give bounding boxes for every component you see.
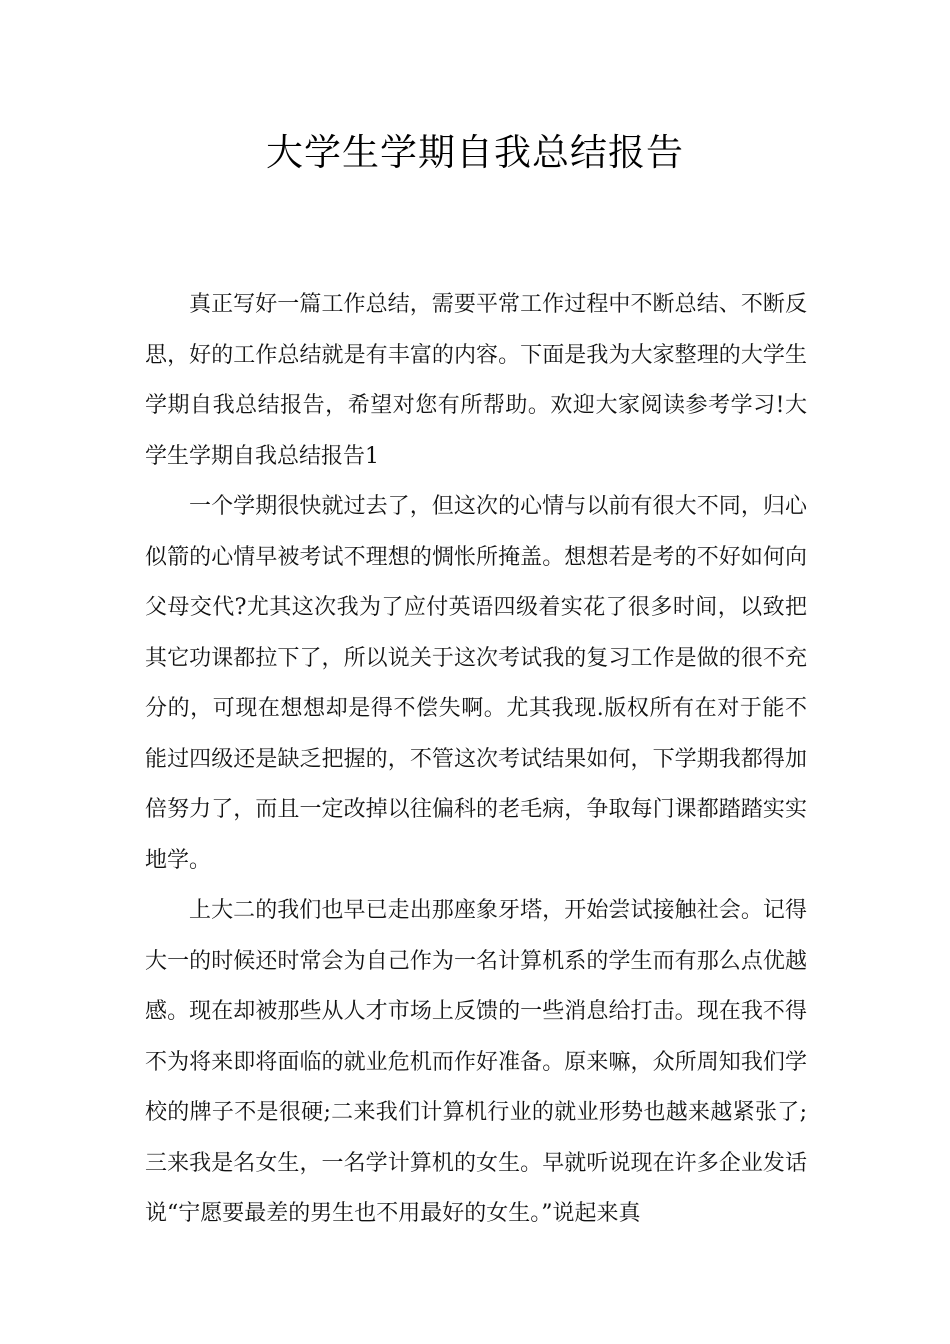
document-title: 大学生学期自我总结报告 xyxy=(266,131,684,174)
paragraph-career: 上大二的我们也早已走出那座象牙塔，开始尝试接触社会。记得大一的时候还时常会为自己作为一名计算机系的学生而有那么点优越感。现在却被那些从人才市场上反馈的一些消息给打击。现在我不得不为将来即将面临的就业危机而作好准备。原来嘛，众所周知我们学校的牌子不是很硬;二来我们计算机行业的就业形势也越来越紧张了;三来我是名女生，一名学计算机的女生。早就听说现在许多企业发话说“宁愿要最差的男生也不用最好的女生。”说起来真 xyxy=(145,898,807,1226)
paragraph-intro: 真正写好一篇工作总结，需要平常工作过程中不断总结、不断反思，好的工作总结就是有丰富的内容。下面是我为大家整理的大学生学期自我总结报告，希望对您有所帮助。欢迎大家阅读参考学习!大学生学期自我总结报告1 xyxy=(145,292,807,469)
document-body xyxy=(145,280,807,1240)
paragraph-exam: 一个学期很快就过去了，但这次的心情与以前有很大不同，归心似箭的心情早被考试不理想的惆怅所掩盖。想想若是考的不好如何向父母交代?尤其这次我为了应付英语四级着实花了很多时间，以致把其它功课都拉下了，所以说关于这次考试我的复习工作是做的很不充分的，可现在想想却是得不偿失啊。尤其我现.版权所有在对于能不能过四级还是缺乏把握的，不管这次考试结果如何，下学期我都得加倍努力了，而且一定改掉以往偏科的老毛病，争取每门课都踏踏实实地学。 xyxy=(145,494,807,873)
